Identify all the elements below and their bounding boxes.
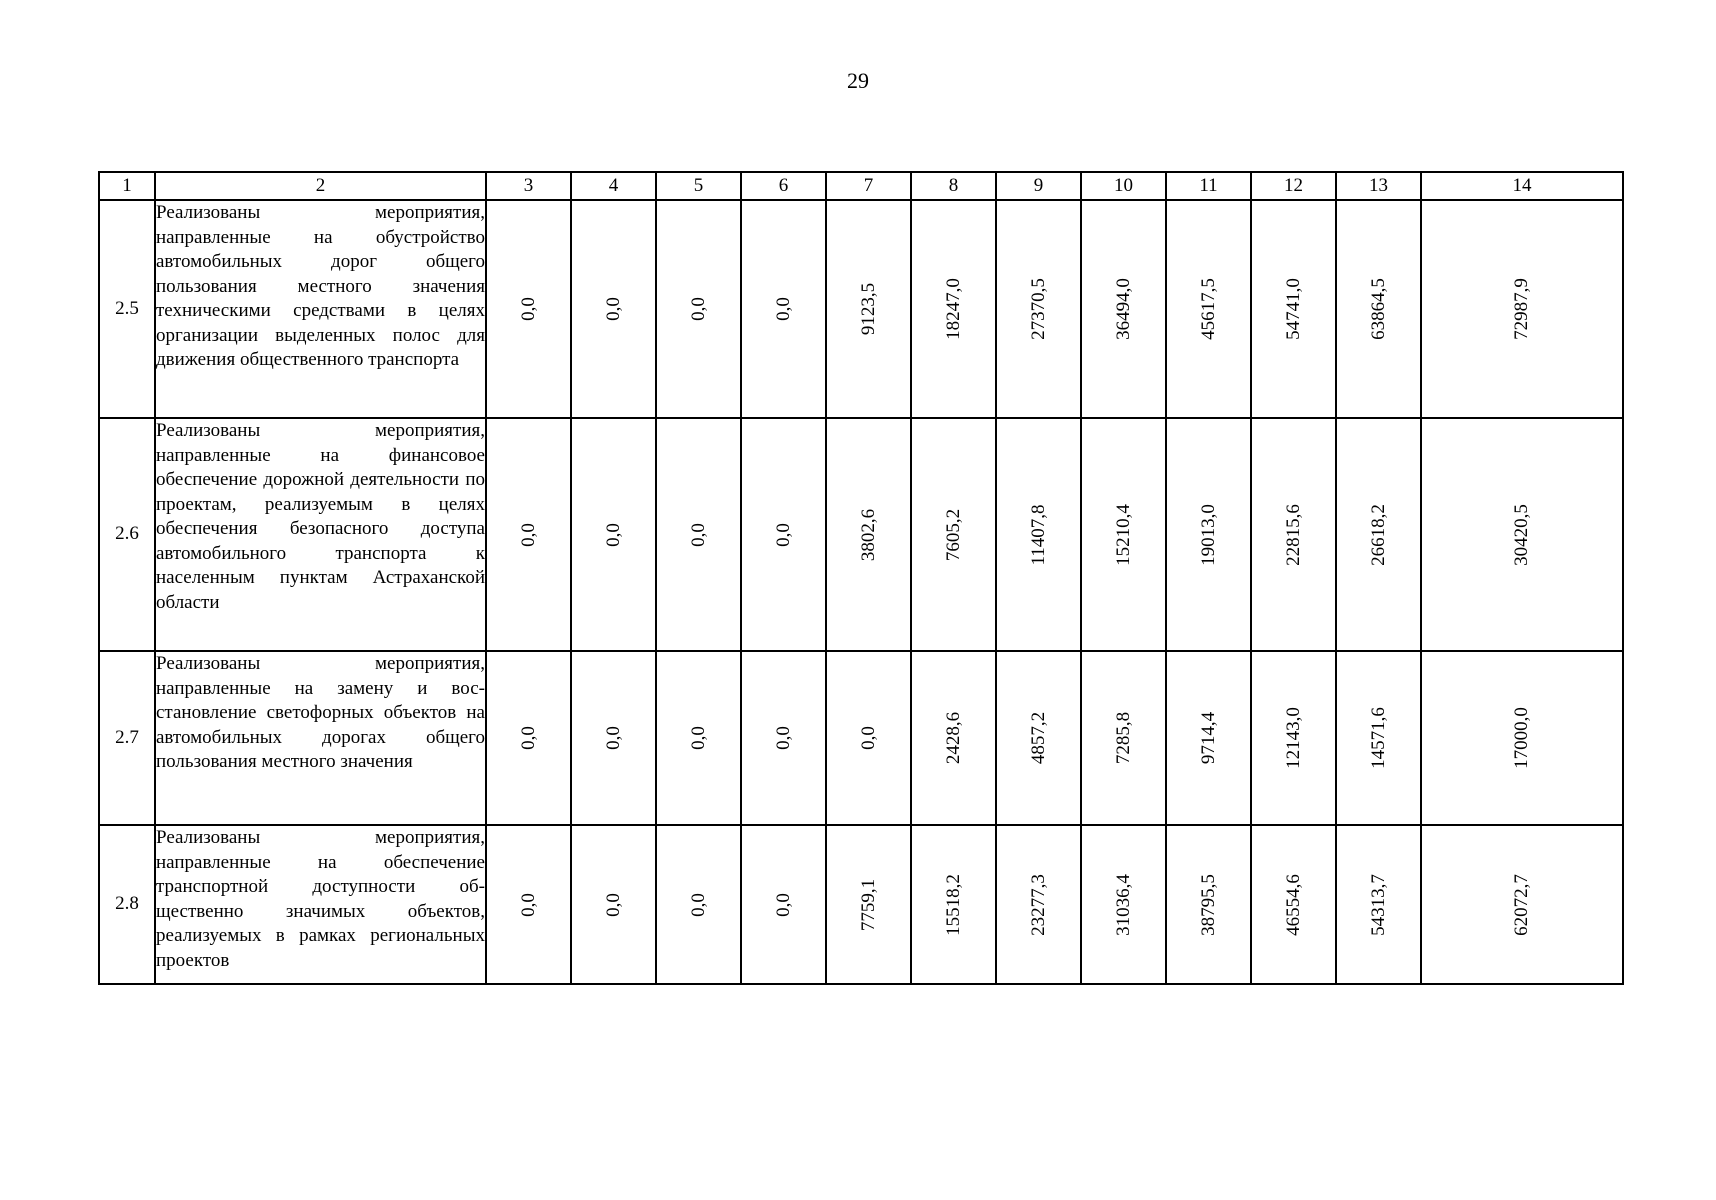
- cell-value: 15518,2: [942, 873, 964, 936]
- cell-value: 0,0: [602, 726, 624, 750]
- column-header: 7: [826, 172, 911, 200]
- value-cell: [911, 418, 996, 651]
- cell-value: 62072,7: [1510, 873, 1532, 936]
- cell-value: 46554,6: [1282, 873, 1304, 936]
- value-cell: [1081, 825, 1166, 984]
- value-cell: [1081, 651, 1166, 825]
- column-header: 14: [1421, 172, 1623, 200]
- column-header: 8: [911, 172, 996, 200]
- cell-value: 36494,0: [1112, 278, 1134, 340]
- cell-value: 12143,0: [1282, 707, 1304, 769]
- cell-value: 31036,4: [1112, 873, 1134, 936]
- value-cell: [1081, 200, 1166, 418]
- cell-value: 11407,8: [1027, 503, 1049, 566]
- value-cell: [826, 651, 911, 825]
- cell-value: 0,0: [517, 297, 539, 321]
- cell-value: 17000,0: [1510, 707, 1532, 769]
- value-cell: [996, 418, 1081, 651]
- column-header: 11: [1166, 172, 1251, 200]
- value-cell: [1081, 418, 1166, 651]
- column-header: 2: [155, 172, 486, 200]
- cell-value: 45617,5: [1197, 278, 1219, 340]
- cell-value: 3802,6: [857, 508, 879, 561]
- cell-value: 72987,9: [1510, 278, 1532, 340]
- column-header: 10: [1081, 172, 1166, 200]
- value-cell: [486, 418, 571, 651]
- value-cell: [1166, 651, 1251, 825]
- value-cell: [741, 418, 826, 651]
- table-row: [99, 200, 1623, 418]
- cell-value: 27370,5: [1027, 278, 1049, 340]
- value-cell: [996, 825, 1081, 984]
- value-cell: [571, 200, 656, 418]
- cell-value: 9714,4: [1197, 711, 1219, 765]
- row-description: Реализованы мероприятия, направленные на финансовое обеспечение дорожной деятельности по проектам, реализуемым в целях обеспечения безопасного доступа автомобильного транспорта к населенным пунктам Астраханской области: [155, 418, 486, 651]
- cell-value: 4857,2: [1027, 711, 1049, 765]
- table-row: [99, 418, 1623, 651]
- cell-value: 7605,2: [942, 508, 964, 561]
- row-description: Реализованы мероприятия, направленные на обеспечение транспортной доступности общественно значимых объектов, реализуемых в рамках региональных проектов: [155, 825, 486, 984]
- value-cell: [656, 418, 741, 651]
- row-description: Реализованы мероприятия, направленные на замену и восстановление светофорных объектов на автомобильных дорогах общего пользования местного значения: [155, 651, 486, 825]
- value-cell: [656, 825, 741, 984]
- column-header: 9: [996, 172, 1081, 200]
- value-cell: [1251, 651, 1336, 825]
- value-cell: [1336, 651, 1421, 825]
- value-cell: [571, 825, 656, 984]
- cell-value: 15210,4: [1112, 503, 1134, 566]
- cell-value: 18247,0: [942, 278, 964, 340]
- value-cell: [1251, 200, 1336, 418]
- value-cell: [741, 200, 826, 418]
- value-cell: [1421, 825, 1623, 984]
- cell-value: 9123,5: [857, 282, 879, 336]
- value-cell: [911, 200, 996, 418]
- cell-value: 0,0: [772, 522, 794, 547]
- value-cell: [826, 418, 911, 651]
- value-cell: [911, 651, 996, 825]
- column-header: 4: [571, 172, 656, 200]
- value-cell: [1336, 825, 1421, 984]
- value-cell: [571, 651, 656, 825]
- cell-value: 0,0: [772, 297, 794, 321]
- cell-value: 0,0: [687, 522, 709, 547]
- cell-value: 7759,1: [857, 878, 879, 931]
- value-cell: [1166, 825, 1251, 984]
- value-cell: [996, 651, 1081, 825]
- cell-value: 22815,6: [1282, 503, 1304, 566]
- value-cell: [1421, 418, 1623, 651]
- cell-value: 0,0: [772, 892, 794, 917]
- cell-value: 0,0: [687, 726, 709, 750]
- cell-value: 0,0: [687, 892, 709, 917]
- cell-value: 2428,6: [942, 711, 964, 765]
- cell-value: 0,0: [517, 726, 539, 750]
- cell-value: 0,0: [602, 297, 624, 321]
- value-cell: [996, 200, 1081, 418]
- row-id: 2.8: [99, 825, 155, 984]
- cell-value: 0,0: [857, 726, 879, 750]
- page-number: 29: [847, 68, 869, 93]
- cell-value: 54741,0: [1282, 278, 1304, 340]
- value-cell: [1336, 418, 1421, 651]
- value-cell: [1421, 651, 1623, 825]
- cell-value: 7285,8: [1112, 711, 1134, 765]
- row-id: 2.7: [99, 651, 155, 825]
- value-cell: [656, 200, 741, 418]
- value-cell: [486, 825, 571, 984]
- value-cell: [1166, 418, 1251, 651]
- column-header: 3: [486, 172, 571, 200]
- table-row: [99, 651, 1623, 825]
- cell-value: 19013,0: [1197, 503, 1219, 566]
- value-cell: [486, 651, 571, 825]
- value-cell: [1421, 200, 1623, 418]
- row-description: Реализованы мероприятия, направленные на обустройство автомобильных дорог общего пользования местного значения техническими средствами в целях организации выделенных полос для движения общественного транспорта: [155, 200, 486, 418]
- value-cell: [741, 825, 826, 984]
- cell-value: 30420,5: [1510, 503, 1532, 566]
- column-header: 1: [99, 172, 155, 200]
- value-cell: [486, 200, 571, 418]
- value-cell: [826, 825, 911, 984]
- value-cell: [1251, 825, 1336, 984]
- data-table: [98, 171, 1624, 985]
- cell-value: 0,0: [687, 297, 709, 321]
- value-cell: [571, 418, 656, 651]
- cell-value: 14571,6: [1367, 707, 1389, 769]
- cell-value: 0,0: [602, 892, 624, 917]
- value-cell: [1336, 200, 1421, 418]
- cell-value: 0,0: [772, 726, 794, 750]
- value-cell: [911, 825, 996, 984]
- row-id: 2.6: [99, 418, 155, 651]
- value-cell: [741, 651, 826, 825]
- cell-value: 23277,3: [1027, 873, 1049, 936]
- value-cell: [826, 200, 911, 418]
- cell-value: 26618,2: [1367, 503, 1389, 566]
- header-row: [99, 172, 1623, 200]
- cell-value: 0,0: [602, 522, 624, 547]
- value-cell: [656, 651, 741, 825]
- row-id: 2.5: [99, 200, 155, 418]
- column-header: 12: [1251, 172, 1336, 200]
- cell-value: 0,0: [517, 522, 539, 547]
- cell-value: 63864,5: [1367, 278, 1389, 340]
- value-cell: [1251, 418, 1336, 651]
- cell-value: 38795,5: [1197, 873, 1219, 936]
- value-cell: [1166, 200, 1251, 418]
- cell-value: 54313,7: [1367, 873, 1389, 936]
- table-row: [99, 825, 1623, 984]
- column-header: 13: [1336, 172, 1421, 200]
- column-header: 6: [741, 172, 826, 200]
- cell-value: 0,0: [517, 892, 539, 917]
- column-header: 5: [656, 172, 741, 200]
